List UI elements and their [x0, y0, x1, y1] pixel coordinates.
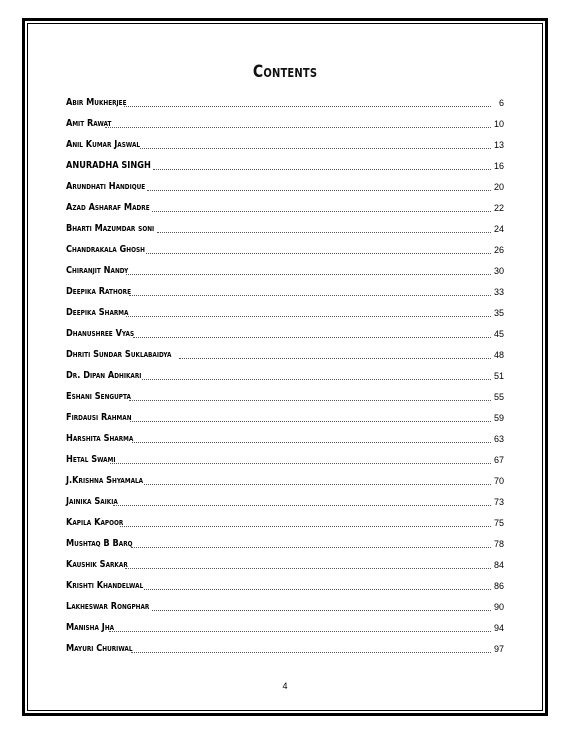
toc-entry-name: Kaushik Sarkar [66, 559, 128, 570]
toc-entry[interactable] [66, 151, 504, 172]
toc-entry[interactable] [66, 403, 504, 424]
toc-entry-page: 84 [493, 560, 504, 570]
toc-entry-name: Kapila Kapoor [66, 517, 124, 528]
toc-entry-name: Deepika Rathore [66, 286, 131, 297]
toc-entry-page: 16 [493, 161, 504, 171]
toc-dot-leader [131, 652, 491, 653]
toc-entry-page: 70 [493, 476, 504, 486]
toc-entry-page: 94 [493, 623, 504, 633]
toc-entry-name: Hetal Swami [66, 454, 116, 465]
toc-entry[interactable] [66, 193, 504, 214]
toc-entry[interactable] [66, 487, 504, 508]
toc-dot-leader [147, 190, 491, 191]
toc-entry-name: Dhriti Sundar Suklabaidya [66, 349, 172, 360]
toc-entry[interactable] [66, 277, 504, 298]
toc-entry[interactable] [66, 256, 504, 277]
toc-entry[interactable] [66, 508, 504, 529]
toc-entry-name: Dr. Dipan Adhikari [66, 370, 142, 381]
toc-entry-page: 78 [493, 539, 504, 549]
toc-entry-page: 73 [493, 497, 504, 507]
toc-entry-page: 63 [493, 434, 504, 444]
toc-entry-name: Eshani Sengupta [66, 391, 131, 402]
toc-dot-leader [113, 505, 491, 506]
toc-dot-leader [126, 316, 491, 317]
toc-entry[interactable] [66, 340, 504, 361]
toc-dot-leader [125, 568, 491, 569]
toc-entry-page: 20 [493, 182, 504, 192]
toc-entry[interactable] [66, 445, 504, 466]
toc-entry[interactable] [66, 88, 504, 109]
toc-entry-page: 86 [493, 581, 504, 591]
toc-dot-leader [132, 442, 491, 443]
toc-dot-leader [140, 148, 491, 149]
toc-dot-leader [129, 400, 491, 401]
toc-entry-name: Deepika Sharma [66, 307, 129, 318]
toc-entry-name: Chandrakala Ghosh [66, 244, 145, 255]
toc-dot-leader [144, 484, 491, 485]
toc-entry[interactable] [66, 592, 504, 613]
toc-entry-name: Mayuri Churiwal [66, 643, 133, 654]
toc-entry-page: 10 [493, 119, 504, 129]
toc-dot-leader [133, 337, 491, 338]
toc-dot-leader [153, 169, 491, 170]
toc-dot-leader [126, 274, 491, 275]
toc-entry-page: 35 [493, 308, 504, 318]
toc-entry-page: 13 [493, 140, 504, 150]
toc-entry-page: 75 [493, 518, 504, 528]
toc-dot-leader [124, 106, 491, 107]
toc-entry[interactable] [66, 634, 504, 655]
toc-entry[interactable] [66, 214, 504, 235]
toc-entry[interactable] [66, 466, 504, 487]
toc-dot-leader [179, 358, 491, 359]
toc-dot-leader [146, 253, 491, 254]
toc-dot-leader [131, 547, 491, 548]
toc-entry-name: Firdausi Rahman [66, 412, 132, 423]
toc-entry-page: 55 [493, 392, 504, 402]
toc-entry-page: 33 [493, 287, 504, 297]
toc-entry[interactable] [66, 382, 504, 403]
toc-entry-name: Harshita Sharma [66, 433, 134, 444]
toc-entry-page: 90 [493, 602, 504, 612]
toc-entry[interactable] [66, 172, 504, 193]
toc-entry-name: Jainika Saikia [66, 496, 118, 507]
toc-entry-name: Krishti Khandelwal [66, 580, 144, 591]
toc-entry-page: 30 [493, 266, 504, 276]
toc-entry-page: 51 [493, 371, 504, 381]
toc-entry[interactable] [66, 550, 504, 571]
toc-dot-leader [109, 631, 491, 632]
toc-dot-leader [152, 211, 491, 212]
contents-title: Contents [252, 62, 318, 82]
toc-entry-name: Amit Rawat [66, 118, 112, 129]
toc-dot-leader [129, 295, 491, 296]
toc-entry-name: Chiranjit Nandy [66, 265, 129, 276]
toc-entry-page: 22 [493, 203, 504, 213]
toc-entry-name: Anil Kumar Jaswal [66, 139, 141, 150]
toc-dot-leader [130, 421, 491, 422]
toc-entry[interactable] [66, 109, 504, 130]
toc-entry-name: Manisha Jha [66, 622, 115, 633]
toc-entry-page: 59 [493, 413, 504, 423]
toc-entry[interactable] [66, 319, 504, 340]
toc-entry-name: Abir Mukherjee [66, 97, 127, 108]
toc-dot-leader [142, 379, 491, 380]
toc-entry-name: Dhanushree Vyas [66, 328, 135, 339]
toc-dot-leader [105, 127, 491, 128]
toc-entry[interactable] [66, 571, 504, 592]
toc-dot-leader [120, 526, 491, 527]
toc-entry-page: 97 [493, 644, 504, 654]
toc-entry[interactable] [66, 235, 504, 256]
toc-entry-name: Mushtaq B Barq [66, 538, 133, 549]
toc-entry[interactable] [66, 613, 504, 634]
toc-entry-page: 24 [493, 224, 504, 234]
toc-entry-name: Azad Asharaf Madre [66, 202, 150, 213]
toc-entry-page: 26 [493, 245, 504, 255]
toc-dot-leader [152, 610, 491, 611]
toc-entry-page: 67 [493, 455, 504, 465]
toc-entry-name: Bharti Mazumdar soni [66, 223, 155, 234]
toc-entry[interactable] [66, 529, 504, 550]
toc-entry[interactable] [66, 298, 504, 319]
toc-entry-page: 48 [493, 350, 504, 360]
toc-dot-leader [110, 463, 491, 464]
toc-dot-leader [157, 232, 491, 233]
toc-entry-name: J.Krishna Shyamala [66, 475, 144, 486]
toc-entry-name: ANURADHA SINGH [66, 160, 151, 171]
toc-entry-name: Arundhati Handique [66, 181, 146, 192]
toc-entry[interactable] [66, 361, 504, 382]
toc-dot-leader [144, 589, 491, 590]
toc-entry[interactable] [66, 424, 504, 445]
toc-entry-name: Lakheswar Rongphar [66, 601, 150, 612]
page-number: 4 [282, 681, 288, 691]
toc-entry-page: 6 [498, 98, 504, 108]
toc-entry-page: 45 [493, 329, 504, 339]
toc-entry[interactable] [66, 130, 504, 151]
table-of-contents [66, 88, 504, 655]
